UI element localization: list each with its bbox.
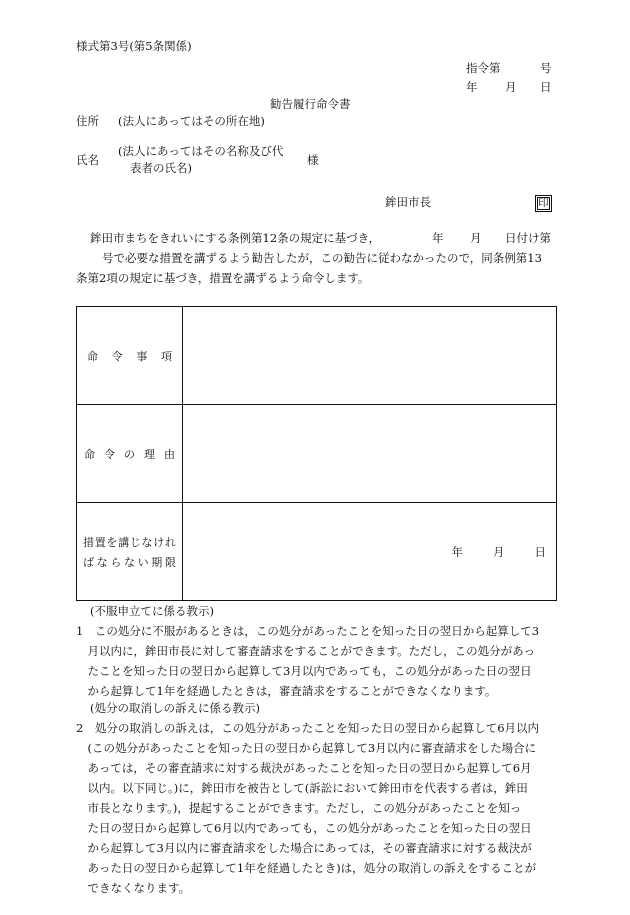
directive-label: 指令第 — [466, 61, 501, 75]
notice-heading-revocation: (処分の取消しの訴えに係る教示) — [90, 701, 260, 715]
order-items-content — [183, 307, 557, 405]
name-note-line1: (法人にあってはその名称及び代 — [118, 144, 284, 158]
deadline-label — [77, 503, 183, 601]
deadline-label-char: 限 — [164, 555, 176, 569]
order-items-label-char: 命 — [87, 349, 98, 363]
deadline-day: 日 — [534, 545, 546, 559]
name-label: 氏名 — [76, 153, 99, 167]
body-line2: 号で必要な措置を講ずるよう勧告したが，この勧告に従わなかったので，同条例第13 — [102, 251, 542, 265]
deadline-label-char: な — [96, 555, 108, 569]
order-table — [76, 306, 557, 601]
order-items-label-char: 事 — [136, 349, 148, 363]
deadline-label-char: な — [141, 535, 153, 549]
deadline-month: 月 — [493, 545, 505, 559]
notice-item-1-line: たことを知った日の翌日から起算して3月以内であっても，この処分があった日の翌日 — [76, 664, 532, 678]
name-note-line2: 表者の氏名) — [130, 161, 192, 175]
deadline-label-char: じ — [129, 535, 141, 549]
header-year: 年 — [466, 80, 478, 94]
body-date-month: 月 — [470, 231, 482, 245]
notice-item-2-line: 以内。以下同じ。)に，鉾田市を被告として(訴訟において鉾田市を代表する者は，鉾田 — [76, 781, 528, 795]
deadline-label-char: け — [153, 535, 165, 549]
notice-item-2-line: 2 処分の取消しの訴えは，この処分があったことを知った日の翌日から起算して6月以内 — [76, 721, 540, 735]
deadline-label-char: を — [106, 535, 118, 549]
body-date-year: 年 — [432, 231, 444, 245]
order-reason-content — [183, 405, 557, 503]
notice-item-1-line: から起算して1年を経過したときは，審査請求をすることができなくなります。 — [76, 684, 497, 698]
order-reason-label-char: 令 — [104, 447, 115, 461]
deadline-label-char: 措 — [83, 535, 94, 549]
deadline-label-char: 置 — [94, 535, 106, 549]
order-reason-label-char: 由 — [164, 447, 175, 461]
honorific: 様 — [307, 153, 319, 167]
body-date-suffix: 日付け第 — [505, 231, 551, 245]
body-line3: 条第2項の規定に基づき，措置を講ずるよう命令します。 — [76, 271, 370, 285]
deadline-content — [183, 503, 557, 601]
notice-item-2-line: 市長となります。)，提起することができます。ただし，この処分があったことを知っ — [76, 801, 522, 815]
deadline-label-char: 講 — [118, 535, 130, 549]
form-number: 様式第3号(第5条関係) — [76, 39, 192, 53]
notice-item-2-line: あっては，その審査請求に対する裁決があったことを知った日の翌日から起算して6月 — [76, 761, 532, 775]
body-line1: 鉾田市まちをきれいにする条例第12条の規定に基づき， — [90, 231, 381, 245]
notice-item-2-line: から起算して3月以内に審査請求をした場合にあっては，その審査請求に対する裁決が — [76, 841, 532, 855]
deadline-label-char: ば — [83, 555, 94, 569]
notice-item-1-line: 1 この処分に不服があるときは，この処分があったことを知った日の翌日から起算して3 — [76, 624, 540, 638]
address-note: (法人にあってはその所在地) — [118, 114, 265, 128]
address-label: 住所 — [76, 114, 99, 128]
notice-item-2-line: (この処分があったことを知った日の翌日から起算して3月以内に審査請求をした場合に — [76, 741, 537, 755]
seal-mark: 印 — [535, 195, 552, 212]
notice-heading-appeal: (不服申立てに係る教示) — [90, 604, 214, 618]
order-items-label — [77, 307, 183, 405]
notice-item-2-line: できなくなります。 — [76, 881, 191, 895]
notice-item-2-line: た日の翌日から起算して6月以内であっても，この処分があったことを知った日の翌日 — [76, 821, 532, 835]
order-items-label-char: 令 — [111, 349, 123, 363]
order-items-label-char: 項 — [160, 349, 172, 363]
directive-number-suffix: 号 — [540, 61, 552, 75]
order-reason-label-char: 命 — [84, 447, 95, 461]
deadline-label-char: 期 — [151, 555, 163, 569]
document-title: 勧告履行命令書 — [270, 97, 351, 111]
deadline-label-char: い — [137, 555, 149, 569]
deadline-year: 年 — [451, 545, 463, 559]
order-reason-label-char: の — [124, 447, 135, 461]
header-month: 月 — [505, 80, 517, 94]
deadline-label-char: ら — [110, 555, 122, 569]
notice-item-1 — [76, 621, 539, 701]
issuer-name: 鉾田市長 — [385, 195, 431, 209]
notice-item-2-line: あった日の翌日から起算して1年を経過したとき)は，処分の取消しの訴えをすることが — [76, 861, 537, 875]
order-reason-label-char: 理 — [144, 447, 155, 461]
deadline-label-char: れ — [164, 535, 176, 549]
deadline-label-char: な — [123, 555, 135, 569]
order-reason-label — [77, 405, 183, 503]
notice-item-1-line: 月以内に，鉾田市長に対して審査請求をすることができます。ただし，この処分があっ — [76, 644, 535, 658]
notice-item-2 — [76, 718, 539, 898]
header-day: 日 — [540, 80, 552, 94]
